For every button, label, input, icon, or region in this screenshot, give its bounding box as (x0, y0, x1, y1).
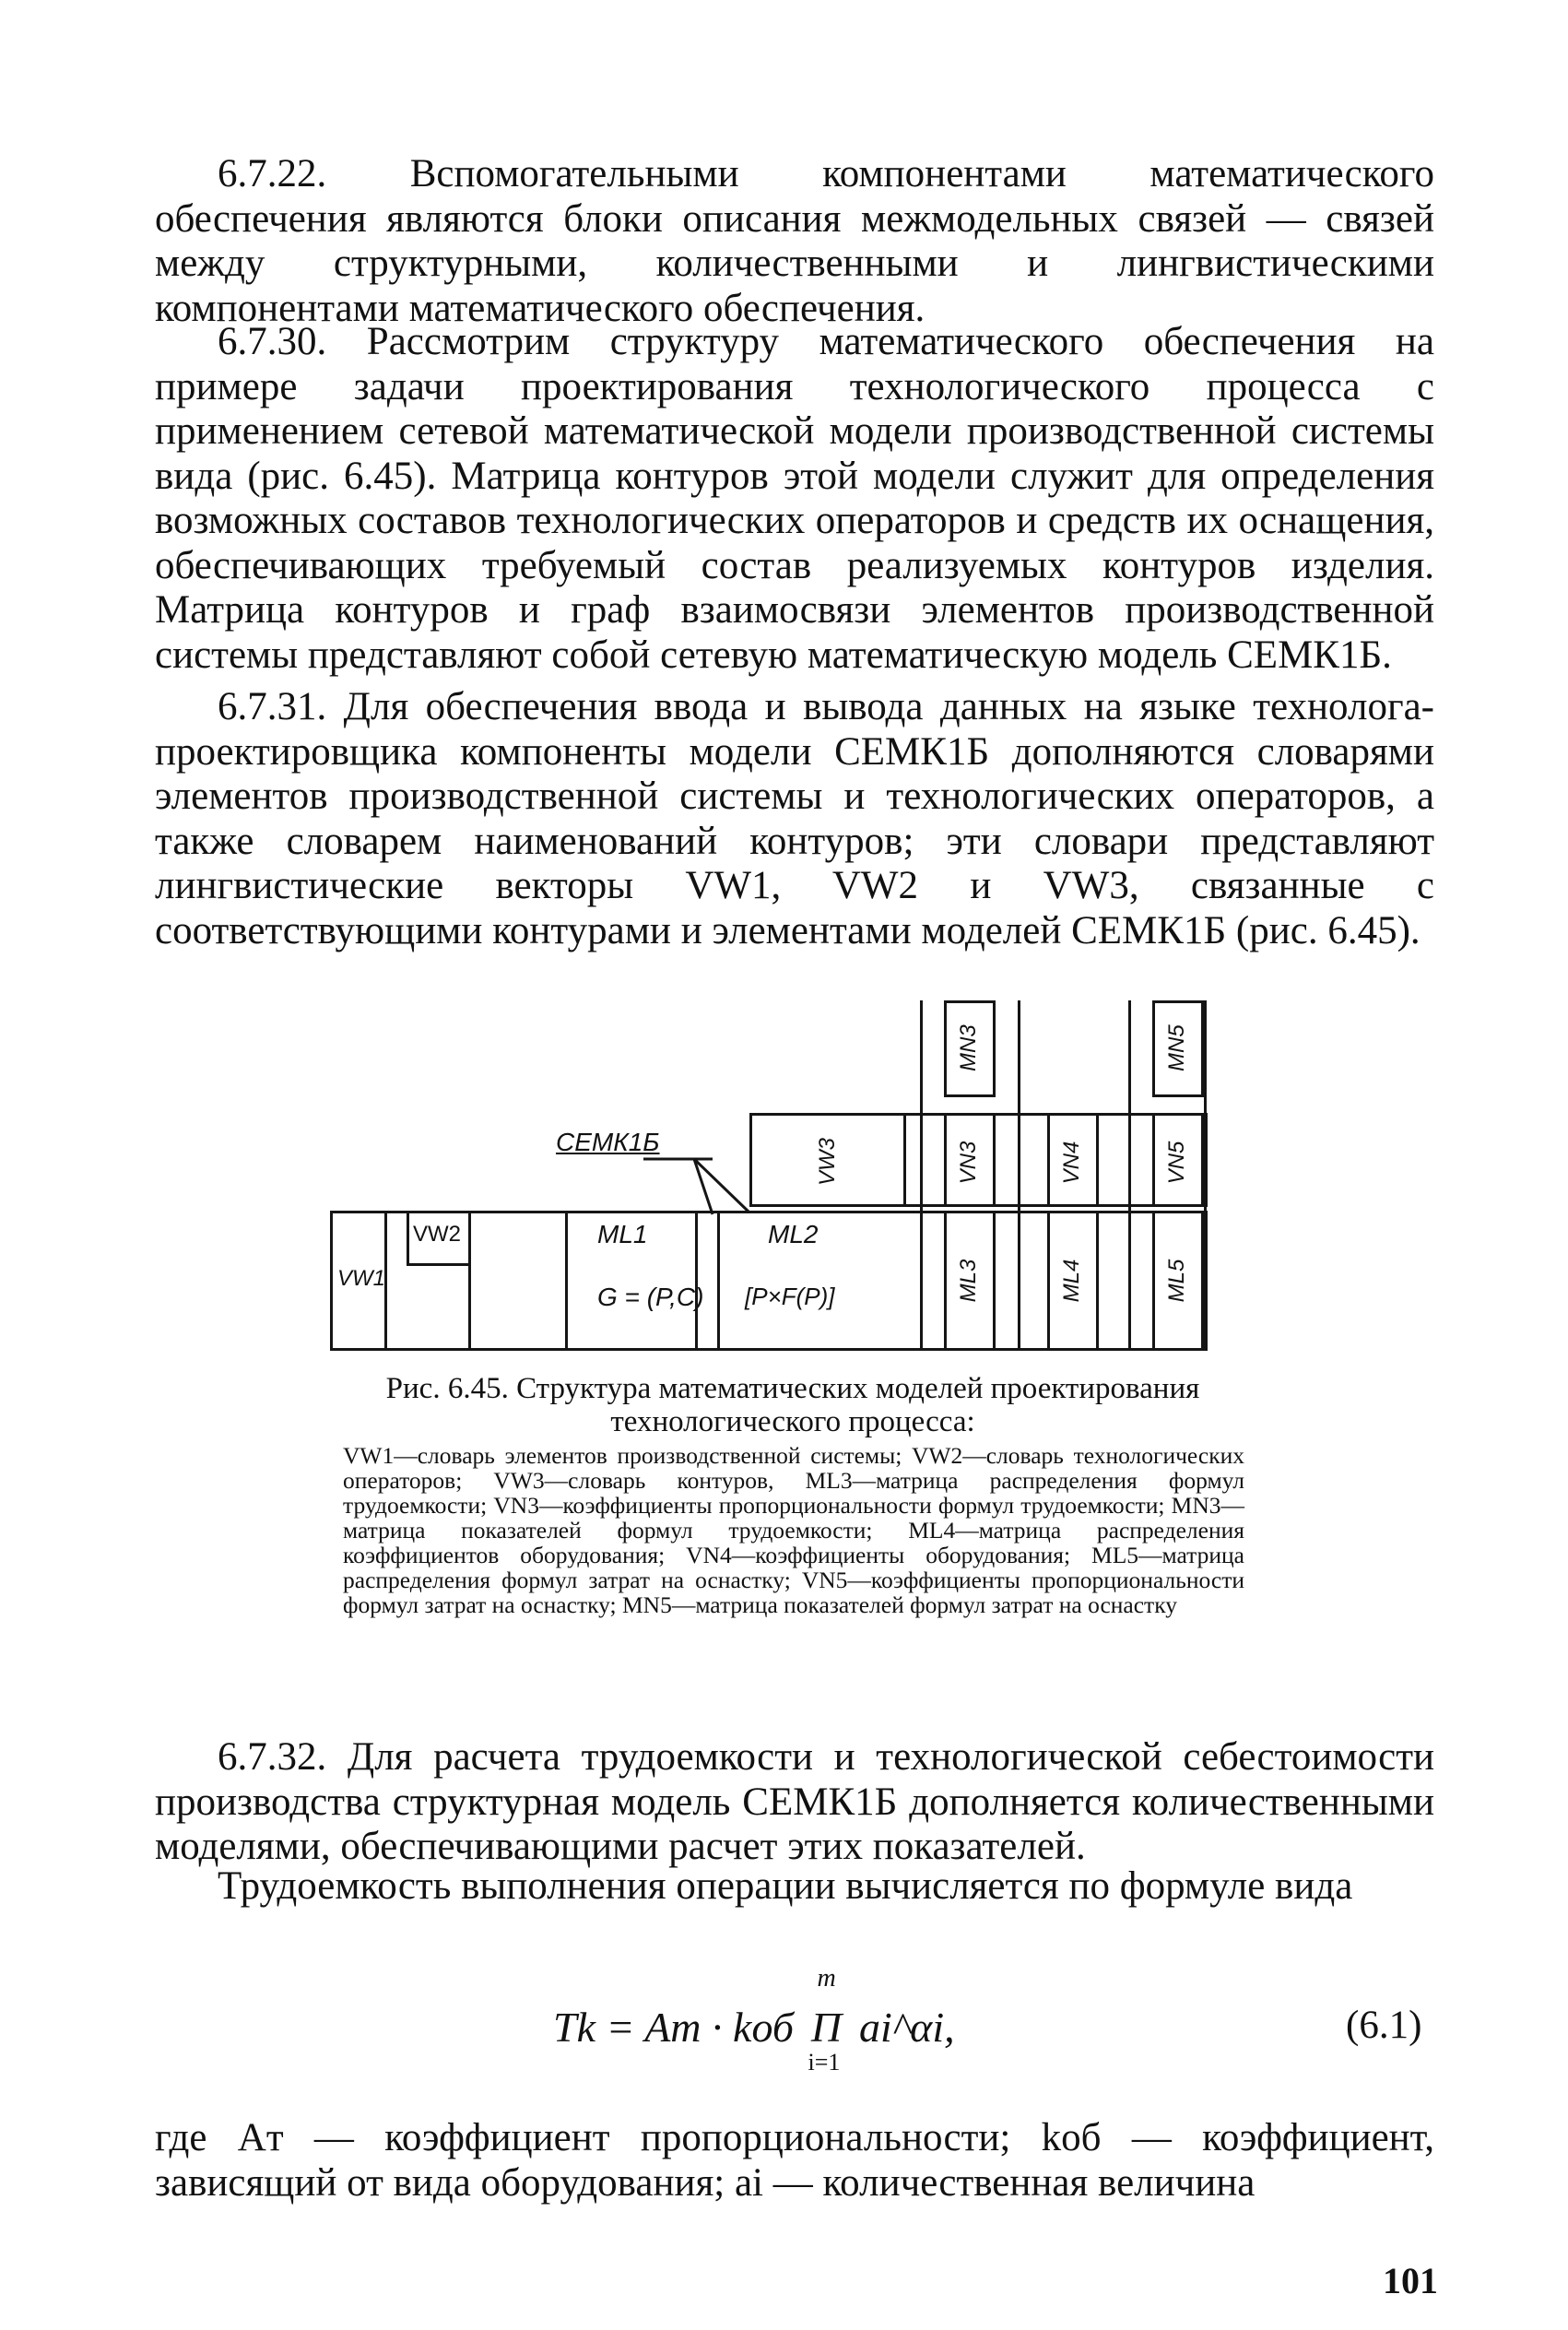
vw2-label: VW2 (413, 1222, 462, 1247)
separator-line (920, 1211, 923, 1351)
separator-line (565, 1211, 568, 1351)
vn4-label: VN4 (1059, 1141, 1084, 1185)
separator-line (717, 1211, 720, 1351)
paragraph-6-7-31: 6.7.31. Для обеспечения ввода и вывода данных на языке технолога-проектировщика компоненты модели СЕМК1Б дополняются словарями элементов производственной системы и технологических операторов, а также словарем наименований контуров; эти словари представляют лингвистические векторы VW1, VW2 и VW3, связанные с соответствующими контурами и элементами моделей СЕМК1Б (рис. 6.45). (155, 685, 1434, 952)
product-upper-limit: m (817, 1964, 836, 1993)
formula-term: ai^αi, (858, 2004, 955, 2051)
ml3-label: ML3 (956, 1259, 981, 1303)
mn3-label: MN3 (956, 1024, 981, 1071)
paragraph-formula-intro: Трудоемкость выполнения операции вычисляется по формуле вида (218, 1864, 1353, 1908)
paragraph-formula-explanation: где Aт — коэффициент пропорциональности; kоб — коэффициент, зависящий от вида оборудования; ai — количественная величина (155, 2116, 1434, 2205)
figure-caption-title: Рис. 6.45. Структура математических моделей проектирования технологического процесса: (385, 1372, 1200, 1438)
semk1b-label: СЕМК1Б (556, 1128, 660, 1156)
formula-6-1 (553, 1964, 955, 2076)
p-f-p-label: [P×F(P)] (745, 1283, 835, 1310)
ml1-label: ML1 (597, 1220, 648, 1248)
ml5-label: ML5 (1164, 1259, 1189, 1303)
separator-line (468, 1211, 471, 1351)
page-number: 101 (1383, 2260, 1438, 2301)
figure-6-45-diagram (330, 1000, 1263, 1369)
vn5-label: VN5 (1164, 1141, 1189, 1185)
paragraph-6-7-32: 6.7.32. Для расчета трудоемкости и технологической себестоимости производства структурная модель СЕМК1Б дополняется количественными моделями, обеспечивающими расчет этих показателей. (155, 1735, 1434, 1868)
g-pc-label: G = (P,C) (597, 1283, 704, 1311)
figure-caption-legend: VW1—словарь элементов производственной системы; VW2—словарь технологических операторов; VW3—словарь контуров, ML3—матрица распределения формул трудоемкости; VN3—коэффициенты пропорциональности формул трудоемкости; MN3—матрица показателей формул трудоемкости; ML4—матрица распределения коэффициентов оборудования; VN4—коэффициенты оборудования; ML5—матрица распределения формул затрат на оснастку; VN5—коэффициенты пропорциональности формул затрат на оснастку; MN5—матрица показателей формул затрат на оснастку (343, 1442, 1244, 1618)
mn5-label: MN5 (1164, 1024, 1189, 1071)
product-lower-limit: i=1 (808, 2049, 841, 2076)
paragraph-6-7-30: 6.7.30. Рассмотрим структуру математического обеспечения на примере задачи проектирования технологического процесса с применением сетевой математической модели производственной системы вида (рис. 6.45). Матрица контуров этой модели служит для определения возможных составов технологических операторов и средств их оснащения, обеспечивающих требуемый состав реализуемых контуров изделия. Матрица контуров и граф взаимосвязи элементов производственной системы представляют собой сетевую математическую модель СЕМК1Б. (155, 320, 1434, 677)
vw1-label: VW1 (337, 1266, 386, 1291)
product-operator: m Π i=1 (808, 1964, 843, 2076)
ml2-label: ML2 (768, 1220, 819, 1248)
separator-line (695, 1211, 698, 1351)
formula-number: (6.1) (1346, 2004, 1422, 2047)
vw3-label: VW3 (815, 1137, 840, 1186)
formula-lhs: Tk = Aт · kоб (553, 2004, 794, 2051)
paragraph-6-7-22: 6.7.22. Вспомогательными компонентами математического обеспечения являются блоки описания межмодельных связей — связей между структурными, количественными и лингвистическими компонентами математического обеспечения. (155, 152, 1434, 330)
ml4-label: ML4 (1059, 1259, 1084, 1303)
vn3-label: VN3 (956, 1141, 981, 1185)
